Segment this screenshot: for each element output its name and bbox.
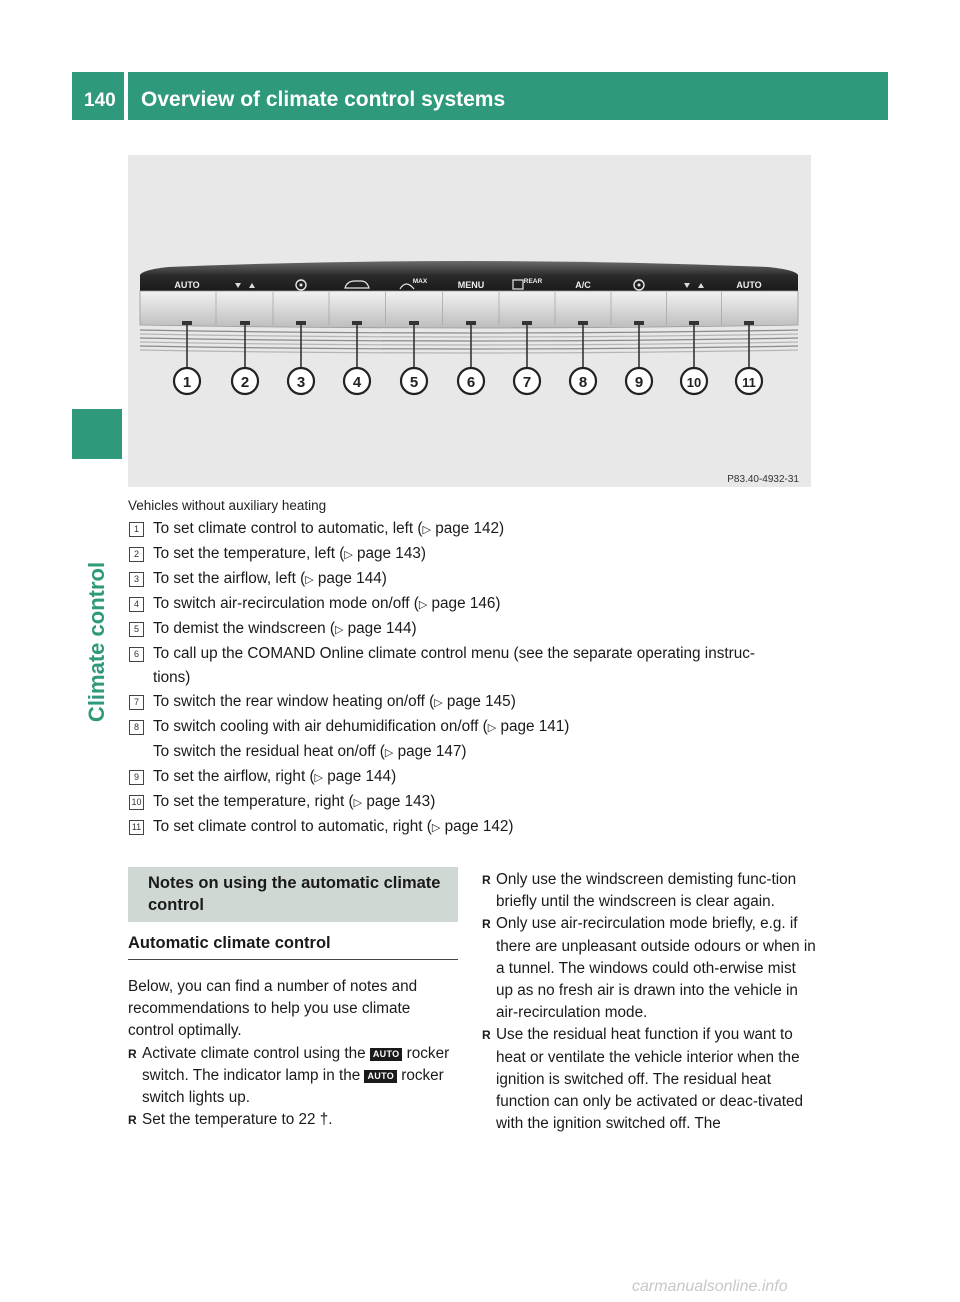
legend-item [128, 617, 818, 642]
callout-number: 10 [129, 795, 144, 810]
callout-number: 1 [129, 522, 144, 537]
legend-text: To switch the residual heat on/off ( [153, 743, 385, 760]
legend-tail: ) [411, 620, 417, 637]
left-bullet-list [128, 1043, 458, 1132]
callout-marker [352, 321, 362, 325]
button-label: REAR [523, 278, 543, 285]
page-ref-arrow-icon: ▷ [334, 624, 344, 636]
page-ref-arrow-icon: ▷ [353, 797, 363, 809]
callout-number: 2 [129, 547, 144, 562]
legend-item [128, 715, 818, 740]
page-ref-link[interactable]: page 143 [366, 793, 431, 810]
section-heading: Notes on using the automatic climate control [128, 867, 458, 922]
page-ref-arrow-icon: ▷ [305, 574, 314, 586]
callout-number: 4 [352, 374, 362, 391]
legend-text: To set climate control to automatic, left ( [153, 520, 423, 537]
legend-item [128, 542, 818, 567]
page-ref-link[interactable]: page 144 [317, 570, 382, 587]
bullet-item [482, 869, 816, 913]
callout-number: 9 [129, 770, 144, 785]
page-ref-link[interactable]: page 142 [444, 818, 509, 835]
notes-right-column [482, 869, 816, 1135]
callout-marker [634, 321, 644, 325]
climate-panel-diagram [128, 155, 811, 487]
legend-tail: ) [508, 818, 514, 835]
bullet-item [482, 1024, 816, 1135]
page-ref-link[interactable]: page 142 [435, 520, 500, 537]
callout-number: 2 [240, 374, 250, 391]
bullet-item [128, 1109, 458, 1131]
legend-text: To switch air-recirculation mode on/off ( [153, 595, 419, 612]
legend-continuation [128, 666, 818, 690]
legend-text: To set the temperature, right ( [153, 793, 354, 810]
callout-number: 3 [129, 572, 144, 587]
page-ref-link[interactable]: page 141 [500, 718, 565, 735]
callout-marker [689, 321, 699, 325]
callout-marker [296, 321, 306, 325]
auto-button-icon: AUTO [370, 1048, 403, 1061]
callout-number: 4 [129, 597, 144, 612]
legend-tail: ) [564, 718, 570, 735]
page-ref-arrow-icon: ▷ [344, 549, 353, 561]
legend-item [128, 567, 818, 592]
legend-tail: ) [381, 570, 387, 587]
callout-marker [578, 321, 588, 325]
page-ref-arrow-icon: ▷ [384, 747, 394, 759]
callout-number: 5 [409, 374, 419, 391]
legend-item [128, 765, 818, 790]
panel-groove [140, 338, 798, 341]
callout-number: 6 [129, 647, 144, 662]
callout-marker [744, 321, 754, 325]
callout-number: 6 [466, 374, 476, 391]
bullet-marker: R [482, 873, 491, 887]
legend-item [128, 790, 818, 815]
bullet-marker: R [482, 1028, 491, 1043]
button-label: A/C [575, 280, 591, 290]
legend-text: To set the airflow, left ( [153, 570, 306, 587]
legend-tail: ) [420, 545, 426, 562]
bullet-marker: R [128, 1046, 137, 1061]
callout-number: 8 [129, 720, 144, 735]
callout-marker [182, 321, 192, 325]
page-ref-link[interactable]: page 143 [357, 545, 421, 562]
auto-button-icon: AUTO [364, 1070, 397, 1083]
legend-continuation [128, 740, 818, 765]
callout-number: 1 [182, 374, 192, 391]
page-ref-link[interactable]: page 144 [347, 620, 412, 637]
figure-caption: Vehicles without auxiliary heating [128, 498, 327, 513]
notes-left-column [128, 867, 458, 1131]
legend-tail: ) [499, 520, 505, 537]
legend-text: To call up the COMAND Online climate control menu (see the separate operating instruc- [153, 645, 755, 662]
page-ref-arrow-icon: ▷ [487, 722, 497, 734]
page-ref-arrow-icon: ▷ [314, 772, 324, 784]
callout-number: 3 [296, 374, 306, 391]
legend-item [128, 592, 818, 617]
legend-item [128, 642, 818, 666]
legend-text: To switch the rear window heating on/off ( [153, 693, 435, 710]
callout-number: 11 [742, 375, 756, 390]
fan-hub-icon [300, 284, 303, 287]
button-label: AUTO [174, 280, 200, 290]
header-divider [124, 72, 128, 120]
watermark: carmanualsonline.info [632, 1278, 788, 1295]
page-ref-arrow-icon: ▷ [422, 524, 431, 536]
legend-item [128, 517, 818, 542]
bullet-text: Use the residual heat function if you want to heat or ventilate the vehicle interior when the ignition is switched off. The residual heat function can only be activated or deac-tivated with the ignition switched off. The [496, 1026, 803, 1133]
button-sublabel: REST [575, 292, 591, 298]
intro-paragraph: Below, you can find a number of notes and recommendations to help you use climate control optimally. [128, 978, 418, 1040]
panel-groove [140, 334, 798, 337]
legend-text: tions) [153, 669, 191, 686]
button-label: MAX [412, 278, 428, 285]
callout-number: 11 [129, 820, 144, 835]
legend-tail: ) [510, 693, 516, 710]
image-code: P83.40-4932-31 [727, 474, 799, 485]
page-ref-arrow-icon: ▷ [434, 697, 443, 709]
legend-item [128, 815, 818, 840]
legend-tail: ) [391, 768, 397, 785]
callout-number: 8 [578, 374, 588, 391]
panel-groove [140, 346, 798, 349]
bullet-text: rocker switch lights up. [142, 1066, 444, 1107]
climate-panel-figure [128, 155, 811, 487]
fan-hub-icon [638, 284, 641, 287]
page-ref-arrow-icon: ▷ [431, 822, 441, 834]
callout-number: 7 [129, 695, 144, 710]
page-ref-link[interactable]: page 144 [327, 768, 392, 785]
callout-marker [466, 321, 476, 325]
callout-legend [128, 517, 818, 840]
panel-groove [140, 342, 798, 345]
bullet-text: rocker switch. The indicator lamp in the [142, 1044, 450, 1084]
page-ref-link[interactable]: page 147 [397, 743, 462, 760]
page-number: 140 [84, 90, 116, 111]
legend-text: To set the airflow, right ( [153, 768, 315, 785]
subheading: Automatic climate control [128, 934, 458, 960]
panel-groove [140, 350, 798, 353]
callout-marker [409, 321, 419, 325]
bullet-text: Only use the windscreen demisting func-tion briefly until the windscreen is clear again. [496, 871, 797, 911]
legend-text: To switch cooling with air dehumidification on/off ( [153, 718, 488, 735]
button-label: AUTO [736, 280, 762, 290]
legend-tail: ) [430, 793, 436, 810]
legend-tail: ) [461, 743, 467, 760]
legend-item [128, 690, 818, 715]
bullet-text: Only use air-recirculation mode briefly, e.g. if there are unpleasant outside odours or when in a tunnel. The windows could oth-erwise mist up as no fresh air is drawn into the vehicle in air-recirculation mode. [496, 915, 816, 1022]
page-title: Overview of climate control systems [141, 88, 506, 111]
callout-number: 7 [522, 374, 532, 391]
callout-number: 5 [129, 622, 144, 637]
right-bullet-list [482, 869, 816, 1135]
page-ref-arrow-icon: ▷ [418, 599, 428, 611]
bullet-marker: R [128, 1113, 137, 1128]
callout-number: 10 [686, 375, 702, 390]
callout-number: 9 [634, 374, 644, 391]
legend-text: To set the temperature, left ( [153, 545, 345, 562]
bullet-text: Set the temperature to 22 †. [142, 1111, 333, 1129]
section-tab-label: Climate control [84, 561, 109, 723]
bullet-item [128, 1043, 458, 1110]
panel-groove [140, 330, 798, 333]
bullet-marker: R [482, 917, 491, 932]
section-tab-marker [72, 409, 122, 459]
legend-tail: ) [495, 595, 501, 612]
callout-marker [522, 321, 532, 325]
legend-text: To demist the windscreen ( [153, 620, 335, 637]
bullet-item [482, 913, 816, 1024]
button-label: MENU [457, 280, 485, 290]
callout-marker [240, 321, 250, 325]
page-ref-link[interactable]: page 145 [446, 693, 511, 710]
page-ref-link[interactable]: page 146 [431, 595, 496, 612]
bullet-text: Activate climate control using the [142, 1044, 366, 1062]
legend-text: To set climate control to automatic, right ( [153, 818, 432, 835]
